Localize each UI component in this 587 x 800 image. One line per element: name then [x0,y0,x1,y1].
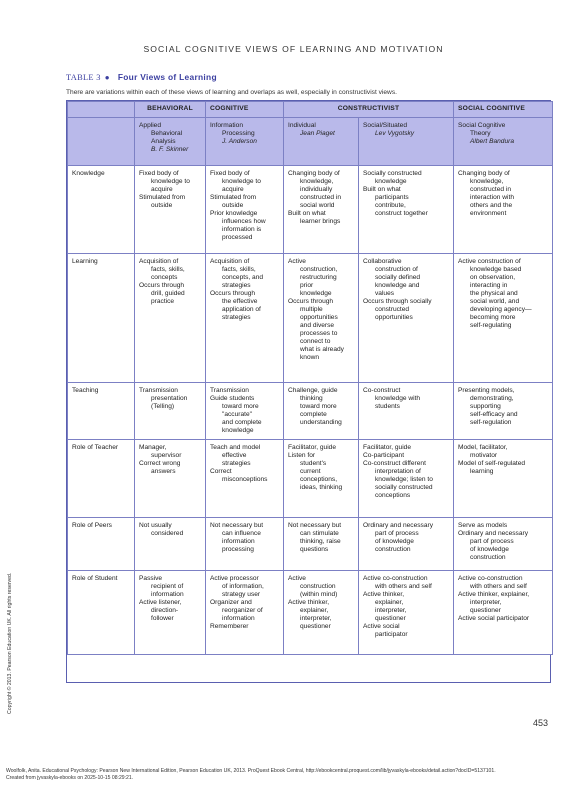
cell-line: information [222,615,255,622]
table-cell [284,440,359,518]
footer-citation [6,768,496,782]
theorist-name: B. F. Skinner [151,146,189,153]
cell-line: Stimulated from [139,194,186,201]
cell-line: Serve as models [458,522,508,529]
footer-line: Created from jyvaskyla-ebooks on 2025-10-15 08:29:21. [6,775,134,781]
cell-line: Model of self-regulated [458,460,526,467]
cell-line: Built on what [363,186,401,193]
cell-line: known [300,354,320,361]
cell-line: environment [470,210,507,217]
cell-line: strategies [222,282,251,289]
table-cell [359,383,454,440]
cell-line: Teach and model [210,444,261,451]
cell-line: Stimulated from [210,194,257,201]
table-cell [206,166,284,254]
subheader-line: Processing [222,130,255,137]
cell-line: of information, [222,583,264,590]
cell-line: influences how [222,218,266,225]
cell-line: strategies [222,460,251,467]
cell-line: outside [151,202,173,209]
cell-line: Prior knowledge [210,210,258,217]
cell-line: opportunities [375,314,413,321]
cell-line: conceptions [375,492,411,499]
cell-line: restructuring [300,274,337,281]
cell-line: learner brings [300,218,341,225]
table-cell [284,571,359,655]
table-cell [135,571,206,655]
row-label: Teaching [68,383,135,440]
cell-line: and diverse [300,322,335,329]
table-cell [206,440,284,518]
subheader-individual [284,118,359,166]
cell-line: follower [151,615,174,622]
cell-line: Guide students [210,395,255,402]
cell-line: Occurs through [210,290,256,297]
cell-line: thinking [300,395,323,402]
row-label: Role of Student [68,571,135,655]
cell-line: Co-construct different [363,460,426,467]
table-cell [206,518,284,571]
cell-line: knowledge based [470,266,522,273]
cell-line: concepts, and [222,274,264,281]
cell-line: interpretation of [375,468,421,475]
cell-line: learning [470,468,494,475]
cell-line: Challenge, guide [288,387,338,394]
cell-line: Active listener, [139,599,182,606]
table-row [68,518,553,571]
cell-line: knowledge, [470,178,504,185]
cell-line: Listen for [288,452,316,459]
cell-line: self-regulation [470,419,512,426]
cell-line: Passive [139,575,163,582]
table-cell [359,166,454,254]
cell-line: Occurs through [139,282,185,289]
cell-line: participants [375,194,409,201]
cell-line: interacting in [470,282,508,289]
header-behavioral: BEHAVIORAL [135,102,206,118]
cell-line: Active co-construction [363,575,428,582]
cell-line: practice [151,298,175,305]
table-cell [206,383,284,440]
copyright-note: Copyright © 2013. Pearson Education UK. All rights reserved. [7,572,13,714]
table-cell [135,440,206,518]
cell-line: (within mind) [300,591,338,598]
cell-line: conceptions, [300,476,338,483]
cell-line: "accurate" [222,411,252,418]
cell-line: Co-participant [363,452,405,459]
cell-line: construct together [375,210,428,217]
table-cell [284,254,359,383]
cell-line: connect to [300,338,331,345]
table-cell [359,518,454,571]
cell-line: facts, skills, [222,266,256,273]
cell-line: developing agency— [470,306,532,313]
table-cell [454,254,553,383]
cell-line: interpreter, [470,599,502,606]
cell-line: Co-construct [363,387,401,394]
subheader-line: Individual [288,122,316,129]
cell-line: with others and self [375,583,432,590]
cell-line: Active construction of [458,258,521,265]
table-body [68,166,553,655]
cell-line: information [151,591,184,598]
cell-line: knowledge with [375,395,421,402]
table-cell [206,254,284,383]
subheader-line: Social Cognitive [458,122,506,129]
row-label: Role of Teacher [68,440,135,518]
cell-line: Fixed body of [210,170,250,177]
cell-line: direction- [151,607,179,614]
table-title [66,72,217,82]
cell-line: Occurs through socially [363,298,432,305]
cell-line: knowledge [300,290,332,297]
table-cell [284,166,359,254]
cell-line: presentation [151,395,188,402]
page-number: 453 [533,718,549,728]
cell-line: Manager, [139,444,167,451]
cell-line: outside [222,202,244,209]
subheader-social [359,118,454,166]
subheader-line: Social/Situated [363,122,407,129]
subheader-line: Theory [470,130,491,137]
table-label: TABLE 3 [66,73,101,82]
theorist-name: J. Anderson [222,138,257,145]
subheader-line: Analysis [151,138,176,145]
cell-line: thinking, raise [300,538,341,545]
table-cell [135,166,206,254]
cell-line: information is [222,226,262,233]
table-cell [206,571,284,655]
cell-line: Active social participator [458,615,530,622]
cell-line: information [222,538,255,545]
table-row [68,383,553,440]
cell-line: prior [300,282,314,289]
cell-line: Model, facilitator, [458,444,508,451]
subheader-line: Applied [139,122,161,129]
cell-line: others and the [470,202,513,209]
subheader-behavioral [135,118,206,166]
subheader-blank [68,118,135,166]
cell-line: constructed in [300,194,342,201]
cell-line: part of process [375,530,419,537]
cell-line: knowledge [222,427,254,434]
cell-line: self-efficacy and [470,411,518,418]
cell-line: Correct [210,468,232,475]
cell-line: Active thinker, explainer, [458,591,530,598]
cell-line: part of process [470,538,514,545]
header-cognitive: COGNITIVE [206,102,284,118]
cell-line: Ordinary and necessary [458,530,529,537]
cell-line: can stimulate [300,530,339,537]
cell-line: on observation, [470,274,516,281]
cell-line: strategies [222,314,251,321]
cell-line: constructed in [470,186,512,193]
views-table [66,100,551,683]
header-row [68,102,553,118]
cell-line: what is already [300,346,344,353]
theorist-name: Lev Vygotsky [375,130,415,137]
running-head: SOCIAL COGNITIVE VIEWS OF LEARNING AND MOTIVATION [143,44,444,54]
cell-line: Correct wrong [139,460,181,467]
table-title-text: Four Views of Learning [117,72,217,82]
theorist-name: Jean Piaget [300,130,335,137]
cell-line: Presenting models, [458,387,515,394]
cell-line: ideas, thinking [300,484,343,491]
cell-line: Built on what [288,210,326,217]
cell-line: Active processor [210,575,259,582]
table-cell [454,571,553,655]
subheader-row [68,118,553,166]
cell-line: Active thinker, [363,591,405,598]
table-cell [284,518,359,571]
theorist-name: Albert Bandura [470,138,515,145]
cell-line: motivator [470,452,498,459]
cell-line: the physical and [470,290,518,297]
cell-line: individually [300,186,333,193]
table-cell [359,440,454,518]
cell-line: participator [375,631,408,638]
cell-line: questioner [375,615,406,622]
cell-line: processes to [300,330,338,337]
cell-line: Facilitator, guide [363,444,412,451]
cell-line: processed [222,234,253,241]
table-row [68,440,553,518]
table-row [68,254,553,383]
cell-line: considered [151,530,184,537]
footer-line: Woolfolk, Anita. Educational Psychology: Pearson New International Edition, Pearson Education UK, 2013. ProQuest Ebook Central, http://ebookcentral.proquest.com/lib/jyvaskyla-ebooks/detail.action?docID=5137101. [6,768,496,774]
table-cell [454,383,553,440]
table-row [68,166,553,254]
cell-line: Fixed body of [139,170,179,177]
row-label: Role of Peers [68,518,135,571]
cell-line: students [375,403,400,410]
cell-line: misconceptions [222,476,268,483]
cell-line: of knowledge [470,546,509,553]
cell-line: Facilitator, guide [288,444,337,451]
cell-line: application of [222,306,261,313]
cell-line: socially defined [375,274,421,281]
cell-line: student's [300,460,327,467]
cell-line: knowledge to [222,178,261,185]
cell-line: toward more [300,403,337,410]
cell-line: knowledge to [151,178,190,185]
cell-line: Rememberer [210,623,249,630]
cell-line: Socially constructed [363,170,422,177]
subheader-line: Behavioral [151,130,183,137]
cell-line: construction [375,546,411,553]
cell-line: understanding [300,419,342,426]
cell-line: reorganizer of [222,607,263,614]
cell-line: explainer, [300,607,329,614]
header-constructivist: CONSTRUCTIVIST [284,102,454,118]
cell-line: effective [222,452,247,459]
cell-line: concepts [151,274,178,281]
cell-line: knowledge, [300,178,334,185]
cell-line: construction [300,583,336,590]
cell-line: and complete [222,419,262,426]
cell-line: interaction with [470,194,514,201]
cell-line: Transmission [210,387,249,394]
table-row [68,571,553,655]
table-cell [454,440,553,518]
cell-line: Changing body of [458,170,510,177]
cell-line: Organizer and [210,599,252,606]
cell-line: social world, and [470,298,520,305]
cell-line: Active [288,258,306,265]
cell-line: Not necessary but [288,522,342,529]
cell-line: Active social [363,623,400,630]
header-blank [68,102,135,118]
cell-line: contribute, [375,202,406,209]
table-cell [135,383,206,440]
table-cell [135,518,206,571]
table-cell [454,166,553,254]
cell-line: recipient of [151,583,184,590]
table-cell [359,254,454,383]
cell-line: processing [222,546,254,553]
cell-line: opportunities [300,314,338,321]
cell-line: questioner [300,623,331,630]
cell-line: Not usually [139,522,172,529]
subheader-line: Information [210,122,243,129]
cell-line: values [375,290,395,297]
cell-line: construction, [300,266,338,273]
cell-line: Changing body of [288,170,340,177]
cell-line: knowledge [375,178,407,185]
cell-line: can influence [222,530,261,537]
row-label: Learning [68,254,135,383]
cell-line: drill, guided [151,290,185,297]
cell-line: questioner [470,607,501,614]
cell-line: complete [300,411,327,418]
cell-line: interpreter, [375,607,407,614]
cell-line: Active thinker, [288,599,330,606]
row-label: Knowledge [68,166,135,254]
cell-line: the effective [222,298,258,305]
cell-line: questions [300,546,329,553]
cell-line: strategy user [222,591,261,598]
cell-line: interpreter, [300,615,332,622]
subheader-social-cognitive [454,118,553,166]
cell-line: Occurs through [288,298,334,305]
bullet-icon: ● [104,73,110,82]
cell-line: Acquisition of [210,258,250,265]
cell-line: knowledge; listen to [375,476,433,483]
cell-line: multiple [300,306,323,313]
cell-line: facts, skills, [151,266,185,273]
cell-line: Active co-construction [458,575,523,582]
table-caption: There are variations within each of these views of learning and overlaps as well, especially in constructivist views. [66,89,397,96]
table-cell [135,254,206,383]
cell-line: socially constructed [375,484,433,491]
cell-line: acquire [151,186,173,193]
cell-line: Active [288,575,306,582]
cell-line: of knowledge [375,538,414,545]
cell-line: explainer, [375,599,404,606]
table-cell [454,518,553,571]
cell-line: with others and self [470,583,527,590]
cell-line: construction of [375,266,418,273]
cell-line: supervisor [151,452,182,459]
cell-line: social world [300,202,335,209]
cell-line: demonstrating, [470,395,514,402]
cell-line: answers [151,468,176,475]
cell-line: current [300,468,321,475]
cell-line: acquire [222,186,244,193]
cell-line: knowledge and [375,282,420,289]
cell-line: Collaborative [363,258,402,265]
cell-line: self-regulating [470,322,512,329]
cell-line: Ordinary and necessary [363,522,434,529]
cell-line: toward more [222,403,259,410]
cell-line: Not necessary but [210,522,264,529]
cell-line: Acquisition of [139,258,179,265]
cell-line: supporting [470,403,501,410]
cell-line: Transmission [139,387,178,394]
cell-line: construction [470,554,506,561]
cell-line: becoming more [470,314,516,321]
cell-line: (Telling) [151,403,175,410]
table-cell [284,383,359,440]
table-cell [359,571,454,655]
subheader-cognitive [206,118,284,166]
cell-line: constructed [375,306,410,313]
header-social-cognitive: SOCIAL COGNITIVE [454,102,553,118]
